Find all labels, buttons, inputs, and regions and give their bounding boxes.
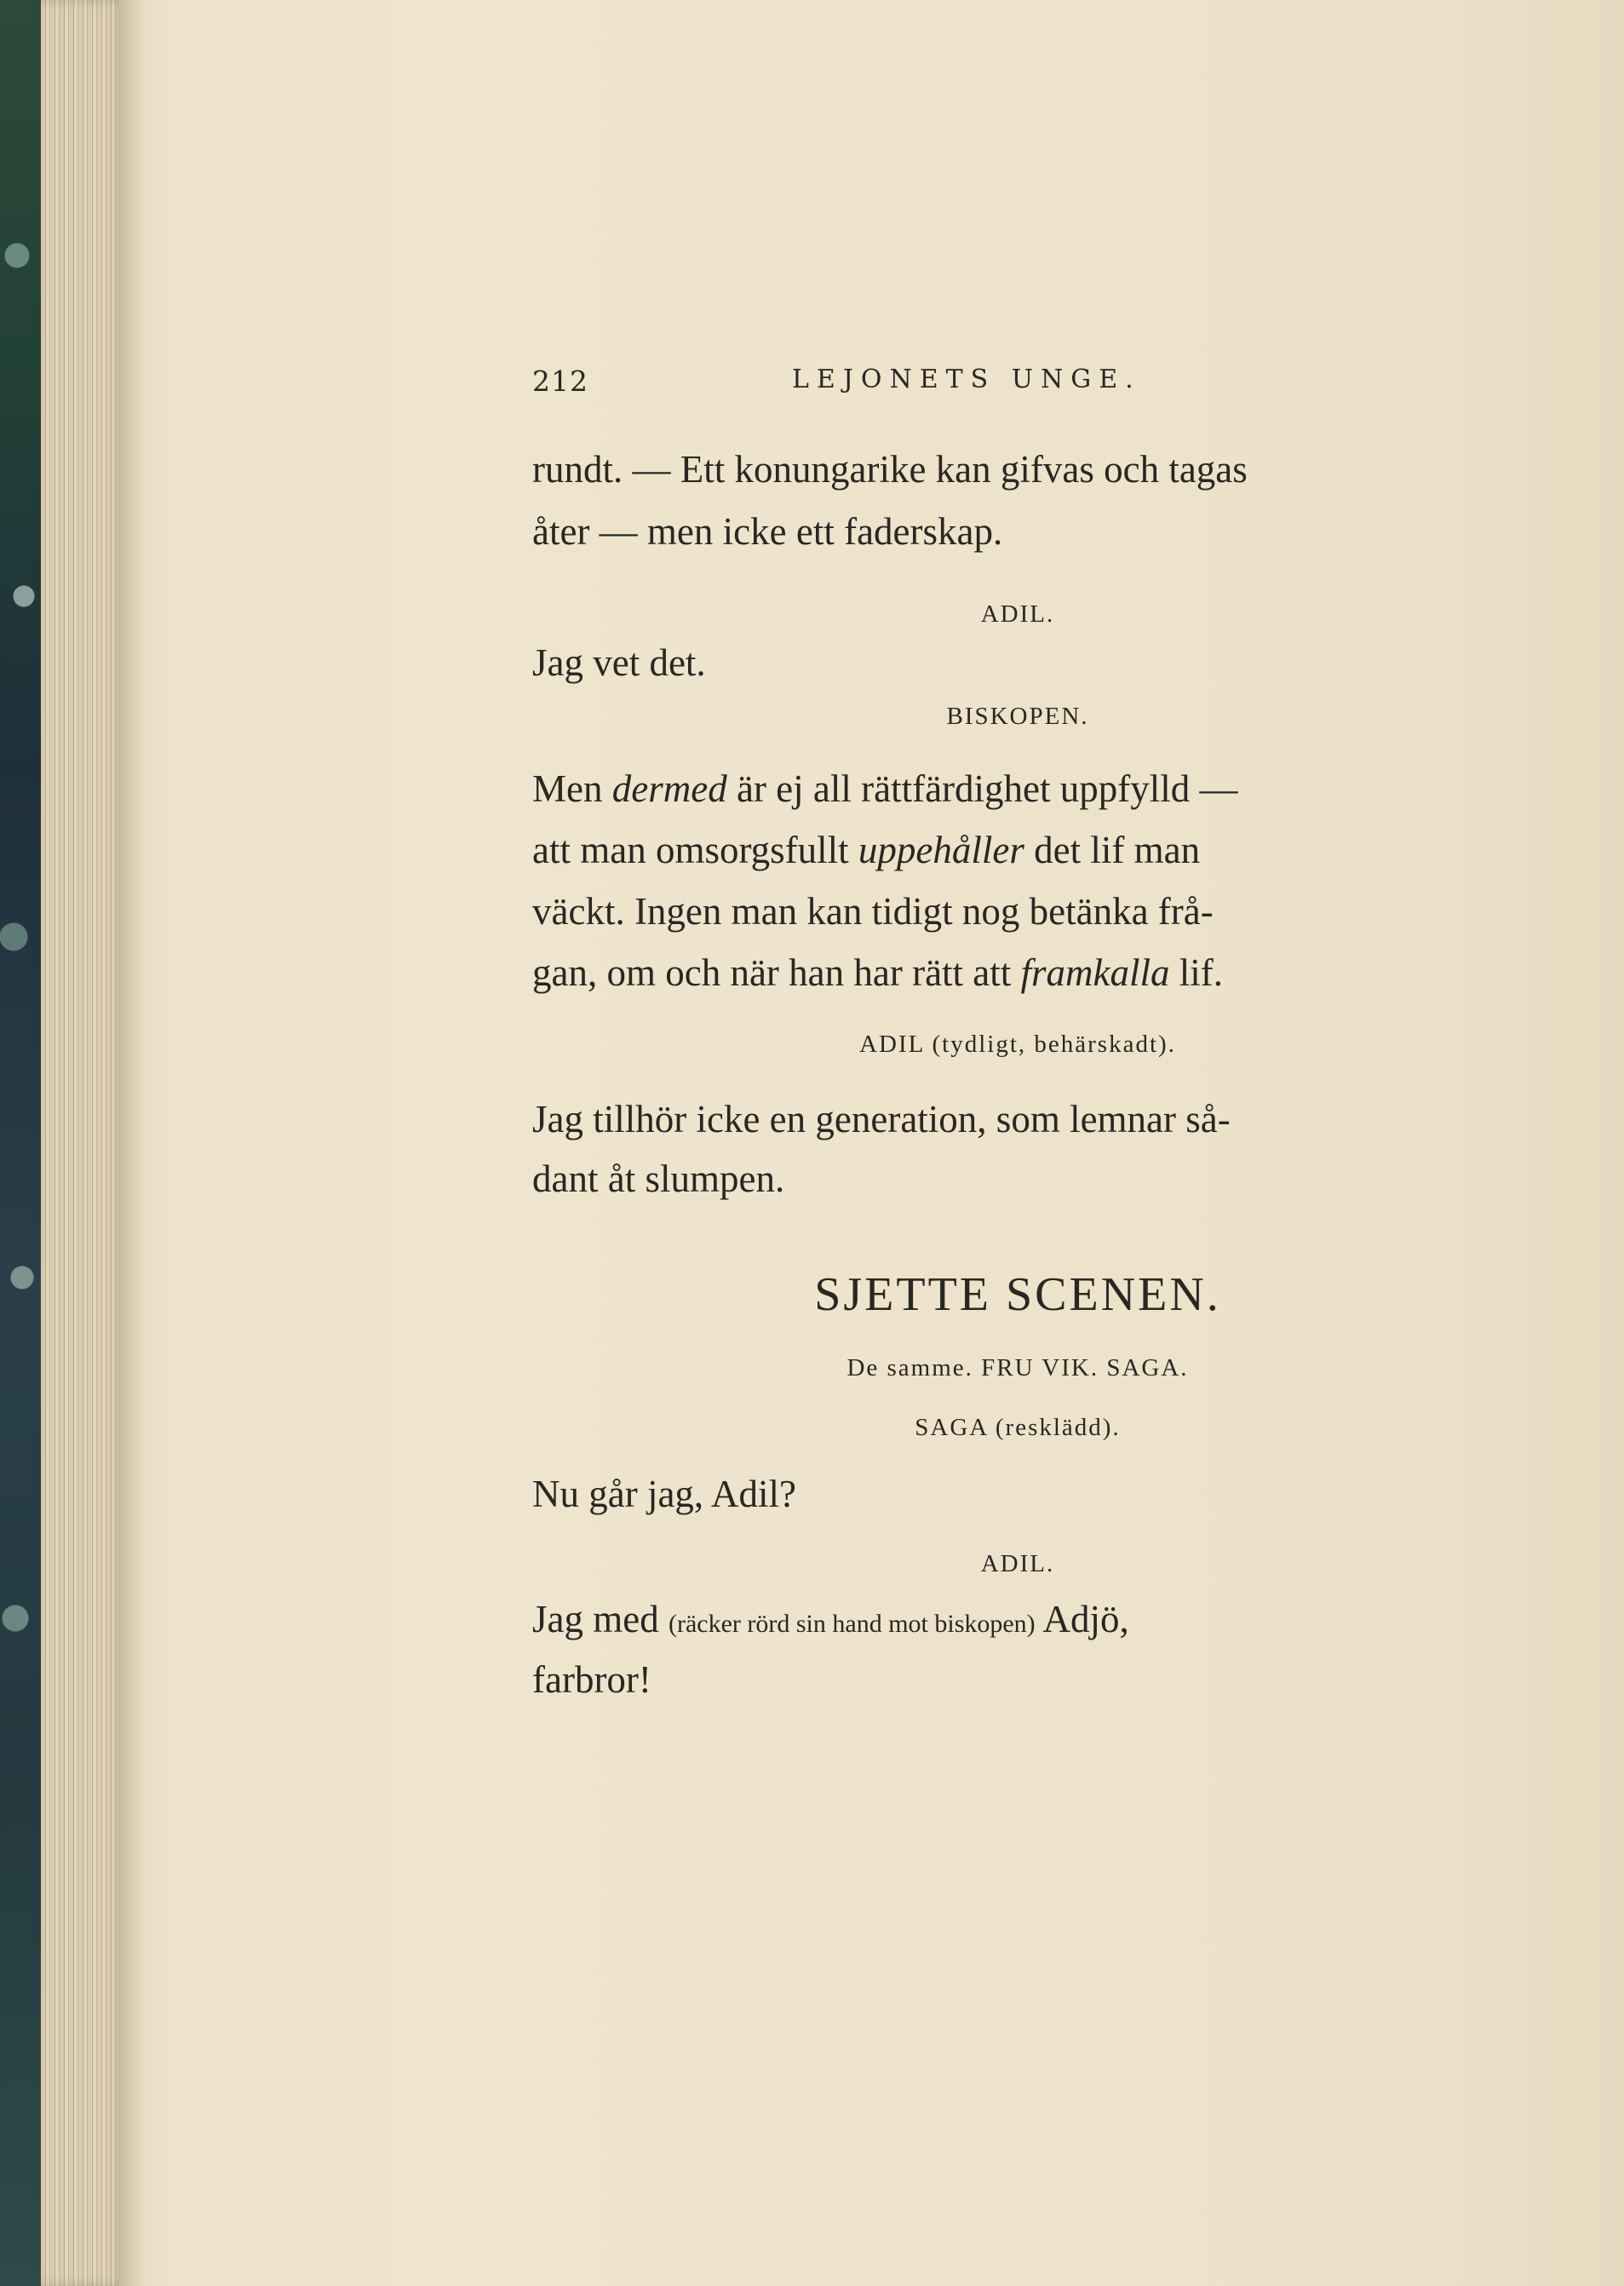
text-span: gan, om och när han har rätt att (532, 951, 1021, 994)
text-line (532, 951, 1223, 995)
text-line (532, 1597, 1129, 1641)
speaker-label: BISKOPEN. (946, 703, 1089, 730)
italic-span: dermed (611, 767, 727, 810)
text-block (532, 0, 1503, 2286)
italic-span: uppehåller (858, 829, 1024, 871)
running-header (532, 365, 1503, 407)
text-line: åter — men icke ett faderskap. (532, 510, 1003, 553)
text-line: rundt. — Ett konungarike kan gifvas och tagas (532, 448, 1248, 491)
running-title: LEJONETS UNGE. (792, 365, 1141, 394)
text-line: väckt. Ingen man kan tidigt nog betänka frå- (532, 890, 1214, 933)
stage-direction: (räcker rörd sin hand mot biskopen) (668, 1610, 1036, 1638)
book-page (119, 0, 1624, 2286)
text-line: Nu går jag, Adil? (532, 1473, 796, 1515)
speaker-label: ADIL. (980, 1550, 1055, 1577)
speaker-label: ADIL (tydligt, behärskadt). (859, 1031, 1176, 1058)
speaker-label: ADIL. (980, 600, 1055, 628)
page-gutter-shadow (119, 0, 145, 2286)
text-span: lif. (1169, 951, 1224, 994)
text-span: är ej all rättfärdighet uppfylld — (726, 767, 1238, 810)
text-line (532, 767, 1238, 811)
text-span: Jag med (532, 1598, 669, 1640)
text-span: Adjö, (1035, 1598, 1129, 1640)
text-span: det lif man (1024, 829, 1201, 871)
page-edges (41, 0, 126, 2286)
text-line: farbror! (532, 1658, 651, 1701)
text-line: dant åt slumpen. (532, 1157, 785, 1200)
scene-cast: De samme. FRU VIK. SAGA. (846, 1354, 1189, 1381)
text-line: Jag tillhör icke en generation, som lemnar så- (532, 1098, 1231, 1140)
speaker-label: SAGA (resklädd). (915, 1414, 1121, 1441)
text-span: Men (532, 767, 612, 810)
text-line (532, 828, 1200, 872)
scene-title: SJETTE SCENEN. (814, 1268, 1221, 1321)
text-line: Jag vet det. (532, 641, 706, 684)
text-span: att man omsorgsfullt (532, 829, 858, 871)
italic-span: framkalla (1020, 951, 1170, 994)
marbled-binding (0, 0, 41, 2286)
page-number: 212 (532, 365, 588, 398)
